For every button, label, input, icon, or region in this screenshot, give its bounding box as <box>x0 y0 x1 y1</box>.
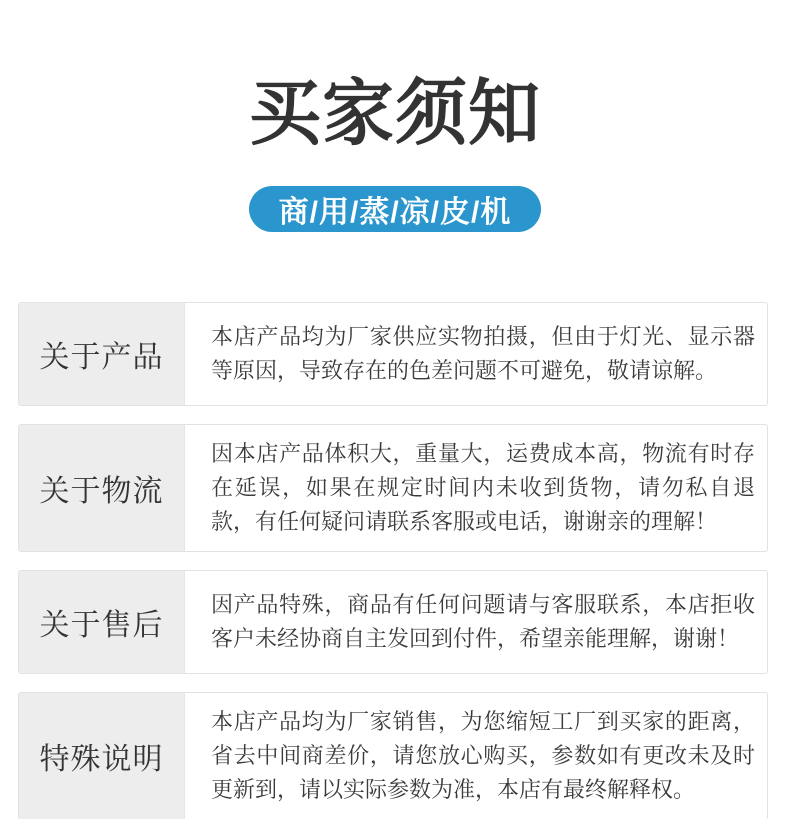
page-title: 买家须知 <box>248 74 541 154</box>
product-category-badge: 商/用/蒸/凉/皮/机 <box>249 186 541 232</box>
notice-text-logistics: 因本店产品体积大，重量大，运费成本高，物流有时存在延误，如果在规定时间内未收到货物，请勿私自退款，有任何疑问请联系客服或电话，谢谢亲的理解！ <box>211 441 755 534</box>
notice-text-after-sales: 因产品特殊，商品有任何问题请与客服联系，本店拒收客户未经协商自主发回到付件，希望亲能理解，谢谢！ <box>211 592 755 651</box>
notice-label-after-sales: 关于售后 <box>19 571 185 673</box>
notice-label-special-notes: 特殊说明 <box>19 693 185 819</box>
notice-content-cell <box>185 303 767 405</box>
notice-sections <box>18 302 768 819</box>
notice-content-cell <box>185 571 767 673</box>
notice-row-about-product <box>18 302 768 406</box>
notice-text-special-notes: 本店产品均为厂家销售，为您缩短工厂到买家的距离，省去中间商差价，请您放心购买，参数如有更改未及时更新到，请以实际参数为准，本店有最终解释权。 <box>211 709 755 802</box>
notice-content-cell <box>185 425 767 551</box>
notice-row-after-sales <box>18 570 768 674</box>
notice-text-about-product: 本店产品均为厂家供应实物拍摄，但由于灯光、显示器等原因，导致存在的色差问题不可避免，敬请谅解。 <box>211 324 755 383</box>
badge-row <box>0 186 790 232</box>
notice-label-logistics: 关于物流 <box>19 425 185 551</box>
notice-row-special-notes <box>18 692 768 819</box>
notice-row-logistics <box>18 424 768 552</box>
notice-label-about-product: 关于产品 <box>19 303 185 405</box>
notice-content-cell <box>185 693 767 819</box>
